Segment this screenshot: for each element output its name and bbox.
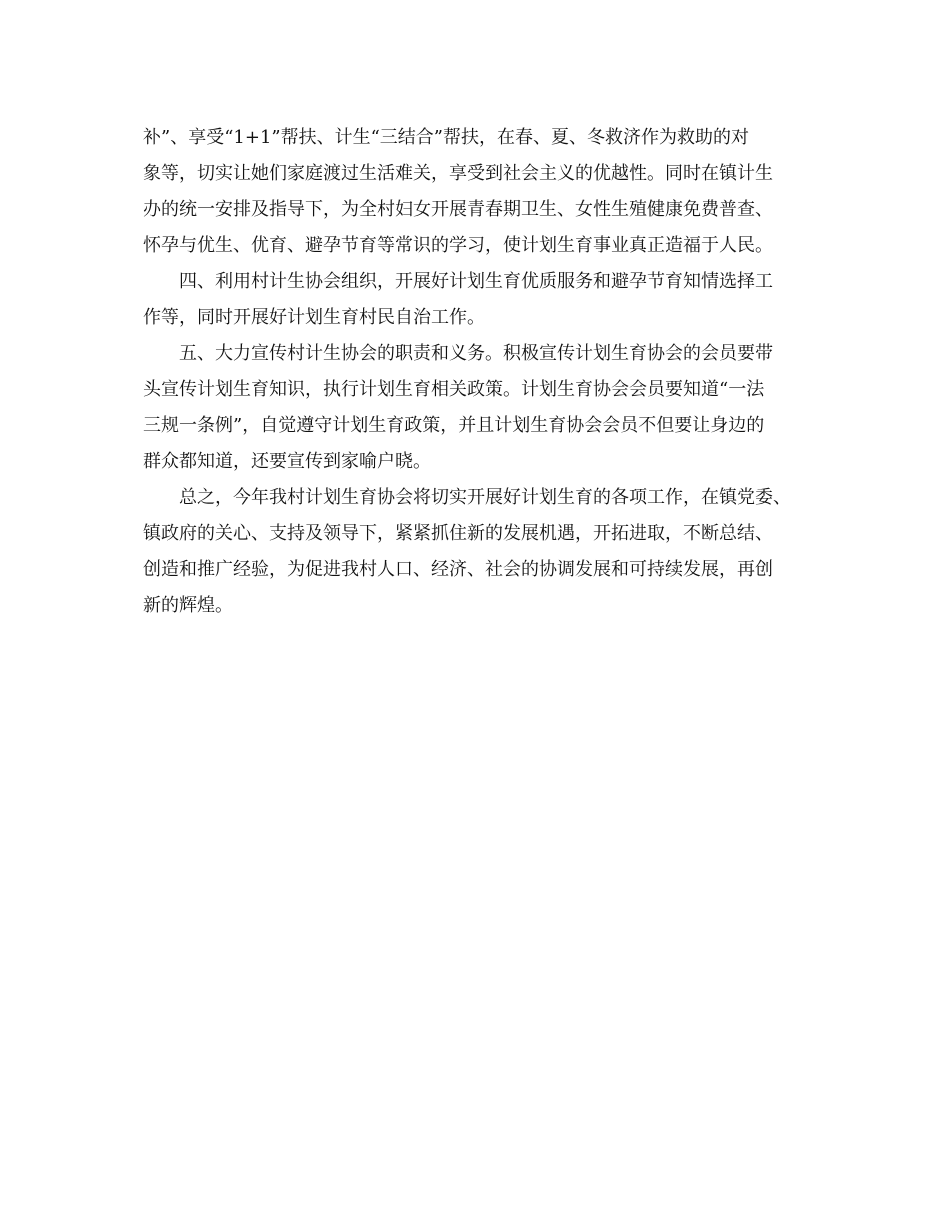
text-line: 总之，今年我村计划生育协会将切实开展好计划生育的各项工作，在镇党委、 <box>179 487 791 508</box>
text-line: 象等，切实让她们家庭渡过生活难关，享受到社会主义的优越性。同时在镇计生 <box>143 163 773 184</box>
text-line: 补”、享受“1+1”帮扶、计生“三结合”帮扶，在春、夏、冬救济作为救助的对 <box>143 127 749 148</box>
paragraph-item-five <box>143 336 808 480</box>
text-line: 四、利用村计生协会组织，开展好计划生育优质服务和避孕节育知情选择工 <box>179 271 773 292</box>
text-line: 群众都知道，还要宣传到家喻户晓。 <box>143 451 431 472</box>
text-line: 新的辉煌。 <box>143 595 233 616</box>
text-line: 作等，同时开展好计划生育村民自治工作。 <box>143 307 485 328</box>
paragraph-conclusion <box>143 480 808 624</box>
document-body <box>143 120 808 624</box>
text-line: 三规一条例”，自觉遵守计划生育政策，并且计划生育协会会员不但要让身边的 <box>143 415 765 436</box>
paragraph-continuation <box>143 120 808 264</box>
text-line: 镇政府的关心、支持及领导下，紧紧抓住新的发展机遇，开拓进取，不断总结、 <box>143 523 773 544</box>
text-line: 头宣传计划生育知识，执行计划生育相关政策。计划生育协会会员要知道“一法 <box>143 379 765 400</box>
text-line: 五、大力宣传村计生协会的职责和义务。积极宣传计划生育协会的会员要带 <box>179 343 773 364</box>
text-line: 创造和推广经验，为促进我村人口、经济、社会的协调发展和可持续发展，再创 <box>143 559 773 580</box>
text-line: 怀孕与优生、优育、避孕节育等常识的学习，使计划生育事业真正造福于人民。 <box>143 235 773 256</box>
text-line: 办的统一安排及指导下，为全村妇女开展青春期卫生、女性生殖健康免费普查、 <box>143 199 773 220</box>
paragraph-item-four <box>143 264 808 336</box>
